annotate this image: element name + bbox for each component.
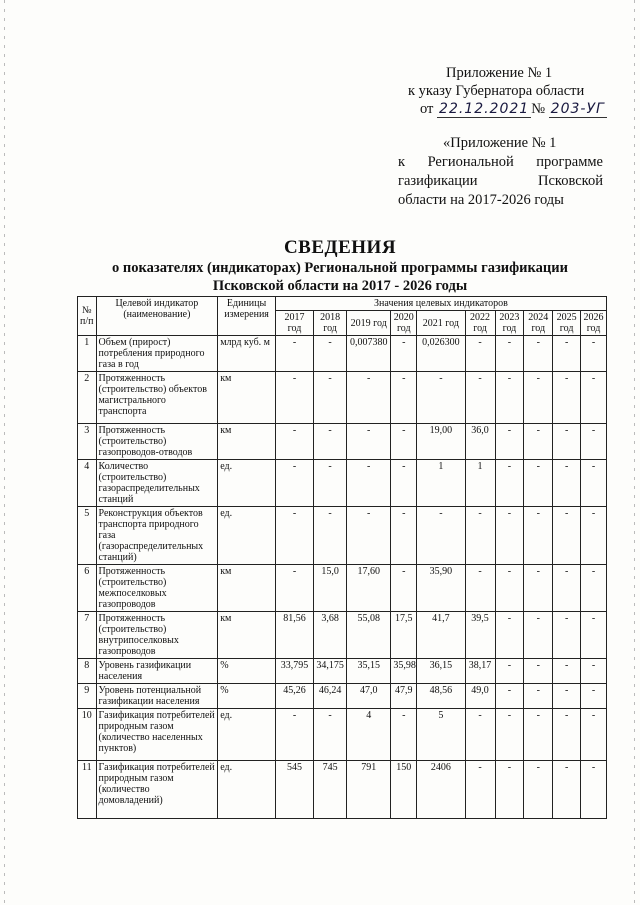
- value-cell: -: [275, 336, 313, 372]
- unit-cell: км: [218, 612, 276, 659]
- value-cell: -: [581, 709, 607, 761]
- indicator-name: Реконструкция объектов транспорта природного газа (газораспределительных станций): [96, 507, 218, 565]
- value-cell: 34,175: [314, 659, 347, 684]
- value-cell: -: [391, 460, 417, 507]
- value-cell: -: [347, 460, 391, 507]
- value-cell: -: [553, 460, 581, 507]
- unit-cell: %: [218, 684, 276, 709]
- value-cell: 39,5: [465, 612, 495, 659]
- value-cell: 0,026300: [417, 336, 465, 372]
- year-header: 2025 год: [553, 311, 581, 336]
- header-num: № п/п: [78, 297, 97, 336]
- handwritten-number: 203-УГ: [550, 101, 605, 117]
- unit-cell: млрд куб. м: [218, 336, 276, 372]
- value-cell: -: [524, 684, 553, 709]
- value-cell: -: [391, 507, 417, 565]
- value-cell: -: [524, 565, 553, 612]
- year-header: 2022 год: [465, 311, 495, 336]
- table-row: [78, 507, 607, 565]
- row-number: 8: [78, 659, 97, 684]
- value-cell: 1: [465, 460, 495, 507]
- value-cell: -: [495, 336, 524, 372]
- indicator-name: Протяженность (строительство) межпоселковых газопроводов: [96, 565, 218, 612]
- row-number: 1: [78, 336, 97, 372]
- value-cell: -: [581, 372, 607, 424]
- title-main: СВЕДЕНИЯ: [283, 237, 397, 258]
- indicator-name: Протяженность (строительство) внутрипоселковых газопроводов: [96, 612, 218, 659]
- value-cell: -: [524, 424, 553, 460]
- unit-cell: %: [218, 659, 276, 684]
- word: программе: [536, 154, 603, 170]
- annex2-title: «Приложение № 1: [443, 135, 557, 151]
- value-cell: -: [553, 709, 581, 761]
- value-cell: -: [347, 507, 391, 565]
- value-cell: -: [347, 424, 391, 460]
- table-row: [78, 424, 607, 460]
- value-cell: -: [581, 659, 607, 684]
- value-cell: -: [391, 372, 417, 424]
- unit-cell: ед.: [218, 507, 276, 565]
- value-cell: 745: [314, 761, 347, 819]
- header-indicator: Целевой индикатор (наименование): [96, 297, 218, 336]
- table-row: [78, 684, 607, 709]
- value-cell: -: [495, 709, 524, 761]
- table-row: [78, 709, 607, 761]
- year-header: 2020 год: [391, 311, 417, 336]
- header-values: Значения целевых индикаторов: [275, 297, 606, 311]
- indicator-name: Протяженность (строительство) объектов магистрального транспорта: [96, 372, 218, 424]
- value-cell: -: [417, 372, 465, 424]
- unit-cell: ед.: [218, 709, 276, 761]
- value-cell: -: [275, 565, 313, 612]
- table-row: [78, 336, 607, 372]
- value-cell: -: [495, 659, 524, 684]
- annex-program-header: [398, 134, 603, 210]
- value-cell: 150: [391, 761, 417, 819]
- value-cell: 36,0: [465, 424, 495, 460]
- unit-cell: км: [218, 372, 276, 424]
- value-cell: -: [524, 709, 553, 761]
- value-cell: 15,0: [314, 565, 347, 612]
- title-sub2: Псковской области на 2017 - 2026 годы: [212, 278, 468, 294]
- value-cell: -: [524, 659, 553, 684]
- value-cell: -: [417, 507, 465, 565]
- value-cell: -: [275, 424, 313, 460]
- table-row: [78, 460, 607, 507]
- value-cell: -: [465, 372, 495, 424]
- value-cell: -: [553, 507, 581, 565]
- word: Региональной: [427, 154, 514, 170]
- value-cell: -: [524, 460, 553, 507]
- value-cell: -: [391, 709, 417, 761]
- value-cell: 47,0: [347, 684, 391, 709]
- value-cell: 2406: [417, 761, 465, 819]
- value-cell: -: [524, 761, 553, 819]
- value-cell: -: [495, 684, 524, 709]
- value-cell: 35,98: [391, 659, 417, 684]
- value-cell: -: [391, 424, 417, 460]
- value-cell: -: [465, 565, 495, 612]
- word: газификации: [398, 173, 478, 189]
- value-cell: -: [553, 684, 581, 709]
- value-cell: -: [465, 507, 495, 565]
- value-cell: -: [553, 659, 581, 684]
- value-cell: 4: [347, 709, 391, 761]
- value-cell: 33,795: [275, 659, 313, 684]
- value-cell: -: [553, 372, 581, 424]
- row-number: 11: [78, 761, 97, 819]
- indicator-name: Уровень потенциальной газификации населения: [96, 684, 218, 709]
- value-cell: -: [524, 336, 553, 372]
- value-cell: 1: [417, 460, 465, 507]
- value-cell: -: [314, 460, 347, 507]
- indicator-name: Газификация потребителей природным газом (количество населенных пунктов): [96, 709, 218, 761]
- word: к: [398, 154, 406, 170]
- value-cell: 545: [275, 761, 313, 819]
- value-cell: -: [314, 372, 347, 424]
- value-cell: -: [581, 761, 607, 819]
- row-number: 6: [78, 565, 97, 612]
- value-cell: -: [581, 565, 607, 612]
- indicator-name: Уровень газификации населения: [96, 659, 218, 684]
- value-cell: -: [275, 507, 313, 565]
- scan-edge-right: [634, 0, 635, 905]
- value-cell: -: [314, 507, 347, 565]
- value-cell: -: [495, 612, 524, 659]
- year-header: 2019 год: [347, 311, 391, 336]
- indicator-name: Объем (прирост) потребления природного газа в год: [96, 336, 218, 372]
- value-cell: 5: [417, 709, 465, 761]
- value-cell: -: [465, 336, 495, 372]
- year-header: 2023 год: [495, 311, 524, 336]
- value-cell: -: [465, 761, 495, 819]
- handwritten-date: 22.12.2021: [439, 101, 530, 117]
- value-cell: 19,00: [417, 424, 465, 460]
- year-header: 2021 год: [417, 311, 465, 336]
- value-cell: 3,68: [314, 612, 347, 659]
- value-cell: -: [553, 565, 581, 612]
- year-header: 2017 год: [275, 311, 313, 336]
- value-cell: -: [314, 424, 347, 460]
- row-number: 10: [78, 709, 97, 761]
- value-cell: 36,15: [417, 659, 465, 684]
- value-cell: 35,15: [347, 659, 391, 684]
- table-body: [78, 336, 607, 819]
- value-cell: -: [524, 507, 553, 565]
- table-row: [78, 659, 607, 684]
- value-cell: -: [391, 565, 417, 612]
- unit-cell: км: [218, 424, 276, 460]
- indicator-name: Количество (строительство) газораспределительных станций: [96, 460, 218, 507]
- value-cell: 17,5: [391, 612, 417, 659]
- header-unit: Единицы измерения: [218, 297, 276, 336]
- value-cell: -: [495, 507, 524, 565]
- row-number: 7: [78, 612, 97, 659]
- value-cell: -: [581, 507, 607, 565]
- annex2-line3: [398, 172, 603, 191]
- value-cell: -: [581, 424, 607, 460]
- value-cell: -: [495, 424, 524, 460]
- table-row: [78, 565, 607, 612]
- number-prefix: №: [531, 101, 546, 117]
- value-cell: 55,08: [347, 612, 391, 659]
- value-cell: 49,0: [465, 684, 495, 709]
- row-number: 9: [78, 684, 97, 709]
- title-sub1: о показателях (индикаторах) Региональной программы газификации: [112, 260, 568, 276]
- table-row: [78, 612, 607, 659]
- annex2-line2: [398, 153, 603, 172]
- value-cell: 46,24: [314, 684, 347, 709]
- value-cell: -: [524, 372, 553, 424]
- value-cell: -: [275, 460, 313, 507]
- value-cell: -: [495, 565, 524, 612]
- document-title: [60, 237, 620, 295]
- annex-title: Приложение № 1: [446, 65, 553, 81]
- indicators-table: [77, 296, 607, 819]
- row-number: 5: [78, 507, 97, 565]
- value-cell: 41,7: [417, 612, 465, 659]
- value-cell: 35,90: [417, 565, 465, 612]
- value-cell: -: [581, 460, 607, 507]
- value-cell: 17,60: [347, 565, 391, 612]
- value-cell: -: [495, 761, 524, 819]
- value-cell: -: [275, 709, 313, 761]
- scan-edge-left: [4, 0, 5, 905]
- annex-decree: к указу Губернатора области: [408, 83, 585, 99]
- annex-date-line: [398, 100, 608, 118]
- value-cell: -: [495, 372, 524, 424]
- value-cell: -: [391, 336, 417, 372]
- word: Псковской: [538, 173, 603, 189]
- value-cell: 0,007380: [347, 336, 391, 372]
- value-cell: -: [581, 336, 607, 372]
- indicator-name: Протяженность (строительство) газопроводов-отводов: [96, 424, 218, 460]
- from-prefix: от: [420, 101, 434, 117]
- table-row: [78, 761, 607, 819]
- value-cell: -: [553, 612, 581, 659]
- value-cell: -: [465, 709, 495, 761]
- value-cell: 81,56: [275, 612, 313, 659]
- value-cell: 47,9: [391, 684, 417, 709]
- value-cell: -: [314, 336, 347, 372]
- year-header: 2018 год: [314, 311, 347, 336]
- unit-cell: ед.: [218, 761, 276, 819]
- value-cell: -: [275, 372, 313, 424]
- value-cell: -: [553, 761, 581, 819]
- value-cell: -: [581, 612, 607, 659]
- value-cell: -: [347, 372, 391, 424]
- value-cell: -: [581, 684, 607, 709]
- value-cell: -: [553, 424, 581, 460]
- row-number: 3: [78, 424, 97, 460]
- value-cell: -: [553, 336, 581, 372]
- row-number: 2: [78, 372, 97, 424]
- table-row: [78, 372, 607, 424]
- value-cell: -: [524, 612, 553, 659]
- value-cell: 45,26: [275, 684, 313, 709]
- value-cell: 48,56: [417, 684, 465, 709]
- annex-header: [398, 64, 608, 118]
- year-header: 2026 год: [581, 311, 607, 336]
- year-header: 2024 год: [524, 311, 553, 336]
- value-cell: -: [314, 709, 347, 761]
- annex2-line4: области на 2017-2026 годы: [398, 192, 564, 208]
- unit-cell: км: [218, 565, 276, 612]
- value-cell: 791: [347, 761, 391, 819]
- indicator-name: Газификация потребителей природным газом (количество домовладений): [96, 761, 218, 819]
- value-cell: -: [495, 460, 524, 507]
- unit-cell: ед.: [218, 460, 276, 507]
- row-number: 4: [78, 460, 97, 507]
- value-cell: 38,17: [465, 659, 495, 684]
